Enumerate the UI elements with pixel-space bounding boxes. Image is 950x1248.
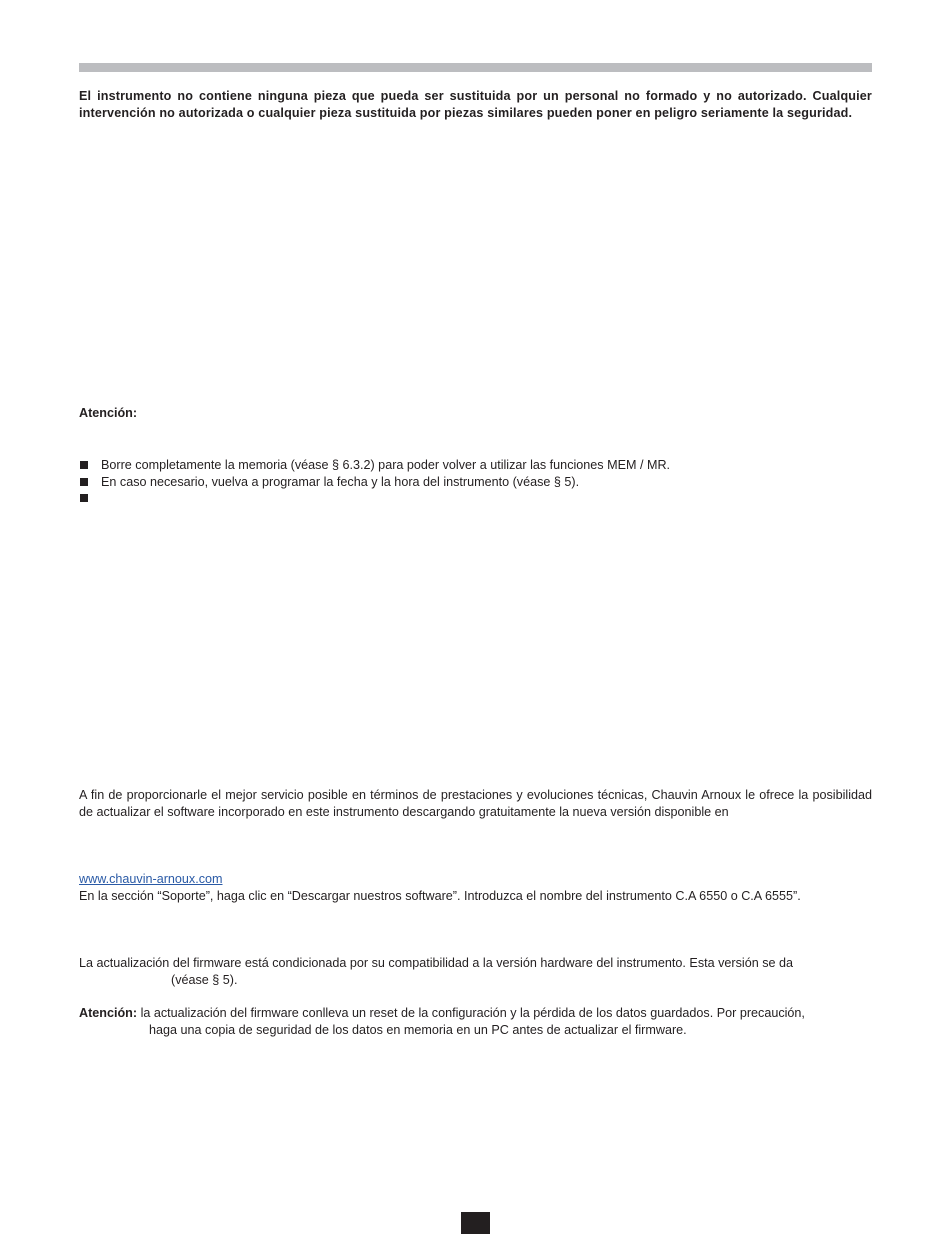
battery-attention-label: Atención: [79, 406, 138, 420]
compatibility-text: La actualización del firmware está condicionada por su compatibilidad a la versión hardware del instrumento. Esta versión se da [79, 956, 794, 970]
firmware-attention [79, 1005, 872, 1022]
firmware-attention-text: la actualización del firmware conlleva un reset de la configuración y la pérdida de los datos guardados. Por precaución, [137, 1006, 805, 1020]
step-text: En caso necesario, vuelva a programar la fecha y la hora del instrumento (véase § 5). [101, 474, 580, 489]
firmware-attention-label: Atención: [79, 1006, 138, 1020]
bullet-square-icon [80, 478, 88, 486]
firmware-intro: A fin de proporcionarle el mejor servicio posible en términos de prestaciones y evoluciones técnicas, Chauvin Arnoux le ofrece la posibilidad de actualizar el software incorporado en este instrumento descargando gratuitamente la nueva versión disponible en [79, 788, 872, 819]
list-item [79, 474, 872, 491]
section-header-bar [79, 63, 872, 72]
list-item [79, 457, 872, 474]
bullet-square-icon [80, 461, 88, 469]
firmware-attention-cont: haga una copia de seguridad de los datos en memoria en un PC antes de actualizar el firmware. [149, 1023, 687, 1037]
list-item [79, 490, 872, 507]
support-instructions: En la sección “Soporte”, haga clic en “Descargar nuestros software”. Introduzca el nombre del instrumento C.A 6550 o C.A 6555”. [79, 889, 801, 903]
safety-warning: El instrumento no contiene ninguna pieza que pueda ser sustituida por un personal no formado y no autorizado. Cualquier intervención no autorizada o cualquier pieza sustituida por piezas similares pueden poner en peligro seriamente la seguridad. [79, 89, 872, 120]
bullet-square-icon [80, 494, 88, 502]
step-text: Borre completamente la memoria (véase § 6.3.2) para poder volver a utilizar las funciones MEM / MR. [101, 458, 671, 472]
website-link[interactable]: www.chauvin-arnoux.com [79, 872, 223, 886]
page-number-box [461, 1212, 490, 1234]
battery-steps-list [79, 457, 872, 507]
compatibility-reference: (véase § 5). [171, 973, 238, 987]
